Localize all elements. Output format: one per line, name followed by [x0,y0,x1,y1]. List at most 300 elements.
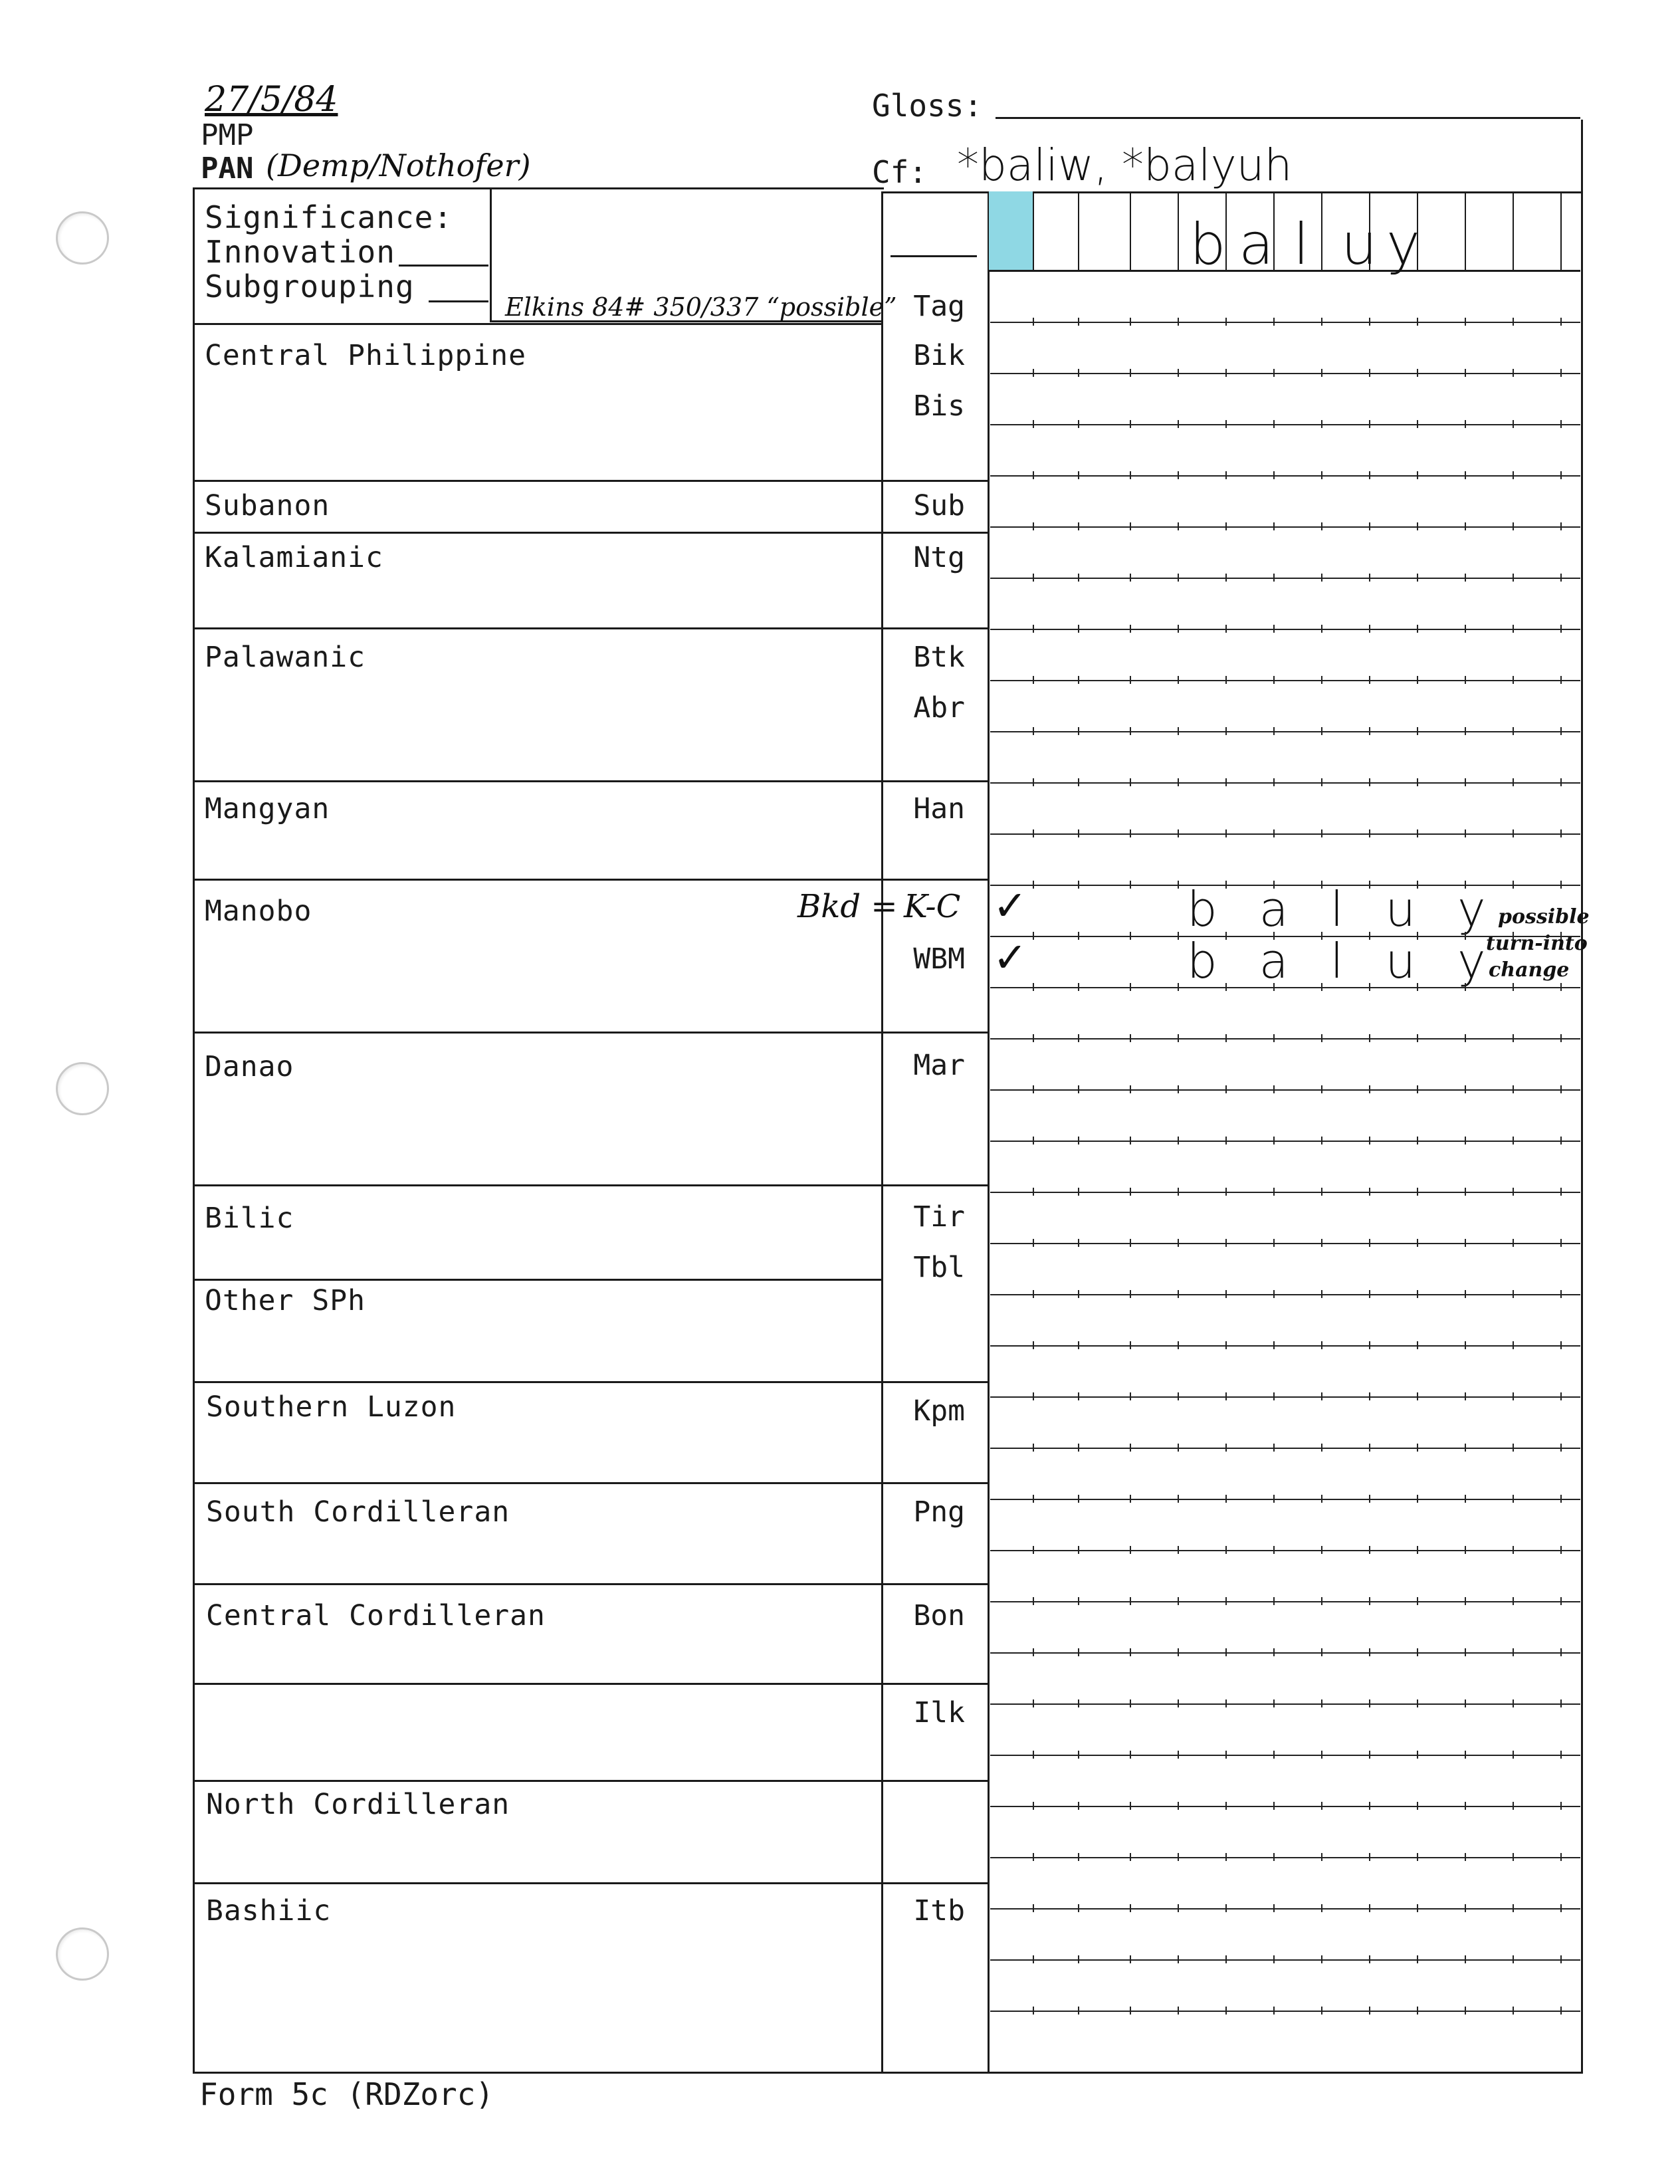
ruled-tick [1273,1955,1275,1963]
kc-check-mark: ✓ [993,881,1027,930]
ruled-tick [1417,1188,1418,1196]
ruled-tick [1417,625,1418,633]
ruled-tick [1560,1904,1562,1912]
ruled-tick [1178,1699,1179,1707]
headword-cell-divider [1078,191,1079,270]
ruled-tick [1178,983,1179,991]
group-bashiic: Bashiic [206,1894,332,1927]
ruled-tick [1178,1904,1179,1912]
code-bon: Bon [913,1599,965,1632]
ruled-tick [1130,1546,1131,1554]
ruled-tick [1321,1495,1322,1503]
ruled-tick [1417,1392,1418,1400]
ruled-tick [1465,1239,1466,1247]
ruled-tick [1273,2007,1275,2015]
ruled-tick [1178,676,1179,684]
ruled-tick [1465,932,1466,940]
kc-form: b a l u y [1187,881,1499,937]
ruled-tick [1033,1341,1034,1349]
ruled-tick [1130,1034,1131,1042]
ruled-tick [1033,2007,1034,2015]
ruled-tick [1560,1239,1562,1247]
ruled-tick [1560,1085,1562,1093]
ruled-tick [1513,1853,1514,1861]
code-tbl: Tbl [913,1251,965,1284]
ruled-tick [1078,1597,1079,1605]
pmp-label: PMP [201,118,254,152]
code-kpm: Kpm [913,1394,965,1428]
ruled-tick [1513,727,1514,735]
ruled-tick [1178,1290,1179,1298]
ruled-tick [1033,676,1034,684]
ruled-tick [1465,727,1466,735]
ruled-tick [1321,1444,1322,1452]
ruled-tick [1225,420,1227,428]
ruled-tick [1417,1341,1418,1349]
ruled-tick [1369,1955,1370,1963]
ruled-tick [1033,829,1034,837]
headword-cell-divider [988,191,989,270]
ruled-tick [1417,1648,1418,1656]
punch-hole-middle [56,1062,109,1115]
ruled-tick [1178,1597,1179,1605]
ruled-tick [1078,829,1079,837]
ruled-tick [1417,1597,1418,1605]
ruled-tick [1130,1137,1131,1145]
ruled-tick [1465,1751,1466,1759]
ruled-tick [1321,1392,1322,1400]
bkd-note: Bkd = [797,888,898,925]
ruled-tick [1417,471,1418,479]
ruled-tick [1417,1546,1418,1554]
ruled-tick [1417,727,1418,735]
punch-hole-top [56,211,109,265]
ruled-tick [1273,1648,1275,1656]
ruled-tick [1033,1495,1034,1503]
ruled-tick [1178,1955,1179,1963]
ruled-tick [1369,1751,1370,1759]
ruled-tick [1130,1751,1131,1759]
ruled-tick [1321,1802,1322,1810]
ruled-tick [1273,1341,1275,1349]
ruled-tick [1417,1239,1418,1247]
ruled-tick [1178,574,1179,582]
code-header-line [891,255,977,257]
ruled-tick [1130,1495,1131,1503]
ruled-tick [1033,471,1034,479]
significance-title: Significance: [205,199,453,235]
wbm-check-mark: ✓ [993,933,1027,982]
ruled-tick [1369,1597,1370,1605]
ruled-tick [1369,318,1370,326]
ruled-tick [1078,983,1079,991]
ruled-tick [1465,1955,1466,1963]
ruled-tick [1273,1444,1275,1452]
ruled-tick [1078,1751,1079,1759]
ruled-tick [1369,932,1370,940]
ruled-tick [1130,471,1131,479]
ruled-tick [1178,727,1179,735]
ruled-tick [1560,2007,1562,2015]
ruled-tick [1513,676,1514,684]
code-bik: Bik [913,339,965,372]
ruled-tick [1465,1802,1466,1810]
ruled-tick [1369,522,1370,530]
ruled-tick [1417,1495,1418,1503]
ruled-tick [1560,1290,1562,1298]
ruled-tick [1321,881,1322,889]
ruled-tick [1130,1392,1131,1400]
ruled-tick [1465,676,1466,684]
ruled-tick [1560,1597,1562,1605]
headword-cell-divider [1560,191,1562,270]
ruled-tick [1273,369,1275,377]
ruled-tick [1560,574,1562,582]
headword-cell-divider [1178,191,1179,270]
ruled-tick [1321,318,1322,326]
ruled-tick [1465,829,1466,837]
ruled-tick [1369,1239,1370,1247]
ruled-tick [1560,1853,1562,1861]
code-tag: Tag [913,290,965,323]
ruled-tick [1369,1392,1370,1400]
ruled-tick [1465,1290,1466,1298]
subgrouping-label: Subgrouping [205,269,415,304]
code-ntg: Ntg [913,541,965,574]
ruled-tick [1417,522,1418,530]
ruled-tick [1560,369,1562,377]
ruled-tick [1078,1085,1079,1093]
code-itb: Itb [913,1894,965,1927]
pan-label: PAN [201,152,254,185]
ruled-tick [1033,1751,1034,1759]
ruled-tick [1273,1699,1275,1707]
ruled-tick [1273,1085,1275,1093]
ruled-tick [1130,318,1131,326]
ruled-tick [1178,881,1179,889]
ruled-tick [1465,1597,1466,1605]
ruled-tick [1273,881,1275,889]
ruled-tick [1130,727,1131,735]
group-north-cordilleran: North Cordilleran [206,1788,510,1821]
ruled-tick [1033,727,1034,735]
ruled-tick [1560,1546,1562,1554]
ruled-tick [1465,318,1466,326]
headword-letter-b: b [1190,211,1226,278]
ruled-tick [1033,574,1034,582]
ruled-tick [1078,1955,1079,1963]
ruled-tick [1273,1546,1275,1554]
ruled-tick [1513,318,1514,326]
ruled-tick [1321,1188,1322,1196]
group-palawanic: Palawanic [205,641,366,674]
headword-letter-u: u [1341,211,1378,278]
wbm-form: b a l u y [1187,933,1499,989]
ruled-tick [1130,1955,1131,1963]
headword-cell-divider [1513,191,1514,270]
ruled-tick [1465,369,1466,377]
ruled-tick [1369,727,1370,735]
code-han: Han [913,792,965,825]
headword-letter-y: y [1386,211,1420,278]
ruled-tick [1560,676,1562,684]
ruled-tick [1178,1546,1179,1554]
ruled-tick [1225,1290,1227,1298]
date-stamp: 27/5/84 [205,80,338,120]
ruled-tick [1321,574,1322,582]
side-note-change: change [1489,958,1570,982]
ruled-tick [1321,1341,1322,1349]
ruled-tick [1369,1648,1370,1656]
ruled-tick [1178,1137,1179,1145]
ruled-tick [1273,1188,1275,1196]
code-wbm: WBM [913,942,965,976]
ruled-tick [1130,1699,1131,1707]
ruled-tick [1513,1955,1514,1963]
ruled-tick [1130,1239,1131,1247]
ruled-tick [1225,727,1227,735]
ruled-tick [1321,471,1322,479]
ruled-tick [1513,369,1514,377]
headword-letter-a: a [1239,211,1274,278]
ruled-tick [1513,1904,1514,1912]
ruled-tick [1078,2007,1079,2015]
ruled-tick [1225,1239,1227,1247]
ruled-tick [1130,932,1131,940]
ruled-tick [1178,1751,1179,1759]
ruled-tick [1513,881,1514,889]
ruled-tick [1560,318,1562,326]
code-sub: Sub [913,489,965,522]
ruled-tick [1417,1085,1418,1093]
ruled-tick [1178,420,1179,428]
ruled-tick [1321,1904,1322,1912]
ruled-tick [1033,1955,1034,1963]
ruled-tick [1513,1648,1514,1656]
elkins-note: Elkins 84# 350/337 “possible” [505,292,897,322]
ruled-tick [1417,778,1418,786]
ruled-tick [1033,983,1034,991]
ruled-tick [1369,1085,1370,1093]
ruled-tick [1225,1699,1227,1707]
ruled-tick [1465,1085,1466,1093]
ruled-tick [1560,727,1562,735]
ruled-tick [1513,829,1514,837]
ruled-tick [1321,2007,1322,2015]
ruled-tick [1225,1904,1227,1912]
ruled-tick [1465,522,1466,530]
ruled-tick [1225,932,1227,940]
ruled-tick [1513,1597,1514,1605]
ruled-tick [1078,1341,1079,1349]
ruled-tick [1225,318,1227,326]
ruled-tick [1513,1085,1514,1093]
ruled-tick [1178,1034,1179,1042]
ruled-tick [1178,1341,1179,1349]
ruled-tick [1225,1034,1227,1042]
ruled-tick [1369,420,1370,428]
ruled-tick [1369,2007,1370,2015]
ruled-tick [1225,1648,1227,1656]
ruled-tick [1513,1444,1514,1452]
ruled-tick [1225,829,1227,837]
ruled-tick [1465,1495,1466,1503]
ruled-tick [1225,522,1227,530]
code-png: Png [913,1495,965,1529]
ruled-tick [1225,1392,1227,1400]
ruled-tick [1033,318,1034,326]
headword-cell-divider [1033,191,1034,270]
ruled-tick [1321,625,1322,633]
ruled-tick [1078,1444,1079,1452]
ruled-tick [1417,420,1418,428]
ruled-tick [1130,1341,1131,1349]
ruled-tick [1225,2007,1227,2015]
ruled-tick [1273,829,1275,837]
ruled-tick [1078,1290,1079,1298]
ruled-tick [1560,1034,1562,1042]
code-bis: Bis [913,389,965,423]
ruled-tick [1465,1341,1466,1349]
ruled-tick [1560,625,1562,633]
ruled-tick [1465,574,1466,582]
code-kc: K-C [904,888,961,925]
ruled-tick [1273,1802,1275,1810]
ruled-tick [1513,1495,1514,1503]
ruled-tick [1369,471,1370,479]
ruled-tick [1273,625,1275,633]
ruled-tick [1465,625,1466,633]
ruled-tick [1130,829,1131,837]
ruled-tick [1513,778,1514,786]
ruled-tick [1225,1597,1227,1605]
ruled-tick [1273,727,1275,735]
ruled-tick [1321,1085,1322,1093]
ruled-tick [1321,1853,1322,1861]
ruled-tick [1078,1699,1079,1707]
headword-cell-divider [1321,191,1322,270]
ruled-tick [1465,1699,1466,1707]
ruled-tick [1178,1495,1179,1503]
code-tir: Tir [913,1200,965,1234]
ruled-tick [1130,2007,1131,2015]
ruled-tick [1417,1802,1418,1810]
ruled-tick [1465,2007,1466,2015]
ruled-tick [1417,1699,1418,1707]
ruled-tick [1225,1188,1227,1196]
ruled-tick [1130,1597,1131,1605]
ruled-tick [1560,1137,1562,1145]
ruled-tick [1321,1290,1322,1298]
ruled-tick [1417,2007,1418,2015]
ruled-tick [1225,1341,1227,1349]
ruled-tick [1417,932,1418,940]
headword-cell-divider [1465,191,1466,270]
ruled-tick [1273,574,1275,582]
ruled-tick [1465,1648,1466,1656]
ruled-tick [1417,1751,1418,1759]
ruled-tick [1513,420,1514,428]
ruled-tick [1560,1955,1562,1963]
ruled-tick [1273,778,1275,786]
ruled-tick [1465,1137,1466,1145]
ruled-tick [1033,932,1034,940]
ruled-tick [1178,625,1179,633]
ruled-tick [1033,1648,1034,1656]
ruled-tick [1417,574,1418,582]
ruled-tick [1273,1597,1275,1605]
ruled-tick [1225,676,1227,684]
cf-value: *baliw, *balyuh [957,140,1293,191]
ruled-tick [1417,1904,1418,1912]
ruled-tick [1178,1444,1179,1452]
ruled-tick [1513,1341,1514,1349]
ruled-tick [1465,1444,1466,1452]
ruled-tick [1369,1188,1370,1196]
ruled-tick [1273,318,1275,326]
ruled-tick [1033,420,1034,428]
ruled-tick [1273,1137,1275,1145]
ruled-tick [1513,574,1514,582]
ruled-tick [1465,1546,1466,1554]
ruled-tick [1513,1239,1514,1247]
ruled-tick [1321,369,1322,377]
ruled-tick [1369,1853,1370,1861]
ruled-tick [1560,881,1562,889]
ruled-tick [1078,932,1079,940]
ruled-tick [1273,471,1275,479]
ruled-tick [1078,369,1079,377]
ruled-tick [1465,1188,1466,1196]
ruled-tick [1369,1137,1370,1145]
ruled-tick [1369,1546,1370,1554]
innovation-label: Innovation [205,234,395,270]
ruled-tick [1560,522,1562,530]
ruled-tick [1130,420,1131,428]
ruled-tick [1225,881,1227,889]
ruled-tick [1178,932,1179,940]
ruled-tick [1513,1699,1514,1707]
group-other-sph: Other SPh [205,1284,366,1317]
ruled-tick [1033,369,1034,377]
ruled-tick [1321,1648,1322,1656]
ruled-tick [1078,420,1079,428]
ruled-tick [1225,1546,1227,1554]
ruled-tick [1369,1699,1370,1707]
ruled-tick [1033,1034,1034,1042]
ruled-tick [1078,1137,1079,1145]
ruled-tick [1033,1290,1034,1298]
group-kalamianic: Kalamianic [205,541,383,574]
code-abr: Abr [913,691,965,724]
group-southern-luzon: Southern Luzon [206,1390,457,1424]
ruled-tick [1321,1699,1322,1707]
ruled-tick [1078,1188,1079,1196]
code-mar: Mar [913,1049,965,1082]
ruled-tick [1321,829,1322,837]
ruled-tick [1178,1085,1179,1093]
ruled-tick [1078,778,1079,786]
ruled-tick [1417,318,1418,326]
ruled-tick [1417,1290,1418,1298]
ruled-tick [1321,727,1322,735]
ruled-tick [1560,1751,1562,1759]
ruled-tick [1130,983,1131,991]
ruled-tick [1417,1444,1418,1452]
ruled-tick [1078,471,1079,479]
ruled-tick [1560,1341,1562,1349]
ruled-tick [1560,829,1562,837]
